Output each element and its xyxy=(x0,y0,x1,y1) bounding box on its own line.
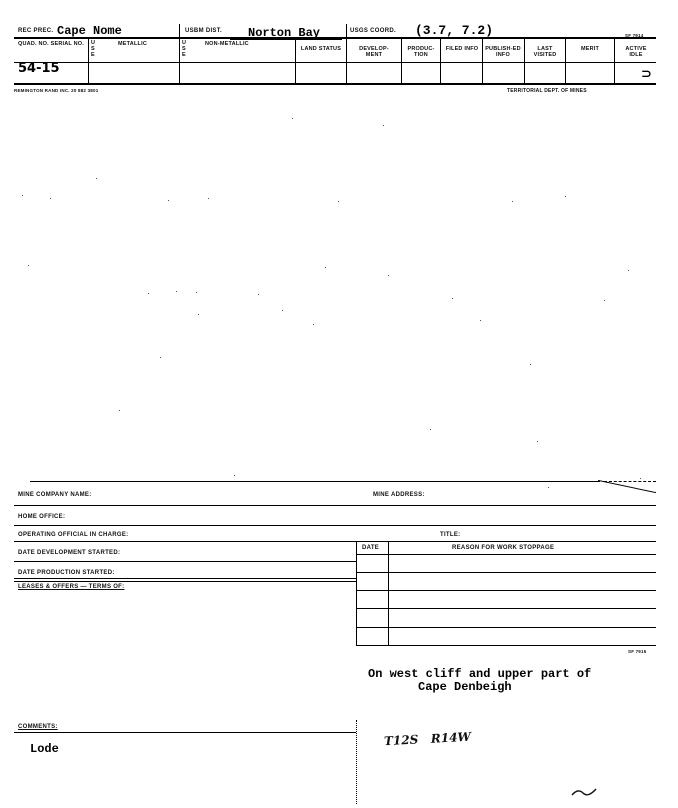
usbm-dist-underline xyxy=(230,39,342,40)
header-bottom-rule xyxy=(14,83,656,85)
mine-address-label: MINE ADDRESS: xyxy=(373,492,425,498)
stoppage-row-rule xyxy=(356,608,656,609)
rec-prec-value: Cape Nome xyxy=(57,24,122,38)
reason-col-label: REASON FOR WORK STOPPAGE xyxy=(452,545,555,551)
rec-prec-label: REC PREC. xyxy=(18,28,54,34)
published-info-label: PUBLISH-ED INFO xyxy=(485,46,521,58)
form-code-bottom: SF 7915 xyxy=(628,649,647,654)
use-marker-metallic: U S E xyxy=(91,40,96,58)
comments-divider xyxy=(356,720,357,804)
row-rule xyxy=(14,541,656,542)
metallic-label: METALLIC xyxy=(118,41,147,47)
comments-label: COMMENTS: xyxy=(18,724,58,730)
col-divider xyxy=(295,38,296,83)
stoppage-row-rule xyxy=(356,645,656,646)
col-divider xyxy=(346,24,347,83)
col-divider xyxy=(524,38,525,83)
date-development-label: DATE DEVELOPMENT STARTED: xyxy=(18,550,121,556)
col-divider xyxy=(179,24,180,83)
mine-company-label: MINE COMPANY NAME: xyxy=(18,492,92,498)
merit-label: MERIT xyxy=(580,46,600,52)
title-label: TITLE: xyxy=(440,532,461,538)
quad-serial-value: 54-15 xyxy=(18,61,60,76)
comments-value: Lode xyxy=(30,742,59,756)
scribble-mark xyxy=(570,786,600,798)
stoppage-row-rule xyxy=(356,627,656,628)
stoppage-row-rule xyxy=(356,554,656,555)
quad-label: QUAD. NO. xyxy=(18,41,49,47)
col-divider xyxy=(565,38,566,83)
location-line-2: Cape Denbeigh xyxy=(418,680,512,694)
header-mid-rule xyxy=(14,62,656,63)
non-metallic-label: NON-METALLIC xyxy=(205,41,249,47)
stoppage-date-divider xyxy=(388,541,389,645)
col-divider xyxy=(88,38,89,83)
usgs-coord-label: USGS COORD. xyxy=(350,28,396,34)
production-label: PRODUC-TION xyxy=(407,46,435,58)
row-rule xyxy=(14,505,656,506)
header-top-rule xyxy=(14,37,656,39)
printer-line: REMINGTON RAND INC. 20 882 3801 xyxy=(14,88,99,93)
date-col-label: DATE xyxy=(362,545,380,551)
stoppage-row-rule xyxy=(356,590,656,591)
date-production-label: DATE PRODUCTION STARTED: xyxy=(18,570,115,576)
form-corner-stroke xyxy=(598,480,656,505)
active-idle-label: ACTIVE IDLE xyxy=(625,46,647,58)
stoppage-row-rule xyxy=(356,572,656,573)
stoppage-left-border xyxy=(356,541,357,645)
township-range-handwritten: T12S R14W xyxy=(383,729,472,749)
row-rule xyxy=(14,578,356,579)
active-idle-value: ⊃ xyxy=(641,67,652,82)
quad-serial-header xyxy=(16,41,86,47)
use-marker-non-metallic: U S E xyxy=(182,40,187,58)
row-rule xyxy=(14,561,356,562)
usbm-dist-value: Norton Bay xyxy=(248,26,321,40)
col-divider xyxy=(614,38,615,83)
col-divider xyxy=(482,38,483,83)
development-label: DEVELOP-MENT xyxy=(359,46,389,58)
leases-label: LEASES & OFFERS — TERMS OF: xyxy=(18,584,125,590)
col-divider xyxy=(440,38,441,83)
row-rule xyxy=(14,581,356,582)
land-status-label: LAND STATUS xyxy=(300,46,342,52)
form-code-top: SF 7914 xyxy=(625,33,644,38)
operating-official-label: OPERATING OFFICIAL IN CHARGE: xyxy=(18,532,129,538)
serial-label: SERIAL NO. xyxy=(50,41,84,47)
col-divider xyxy=(401,38,402,83)
home-office-label: HOME OFFICE: xyxy=(18,514,66,520)
comments-rule xyxy=(14,732,356,733)
form-top-rule xyxy=(30,481,600,482)
agency-line: TERRITORIAL DEPT. OF MINES xyxy=(507,88,587,94)
last-visited-label: LAST VISITED xyxy=(533,46,557,58)
usgs-coord-value: (3.7, 7.2) xyxy=(415,23,494,38)
filed-info-label: FILED INFO xyxy=(445,46,479,52)
usbm-dist-label: USBM DIST. xyxy=(185,28,223,34)
location-line-1: On west cliff and upper part of xyxy=(368,667,592,681)
row-rule xyxy=(14,525,656,526)
